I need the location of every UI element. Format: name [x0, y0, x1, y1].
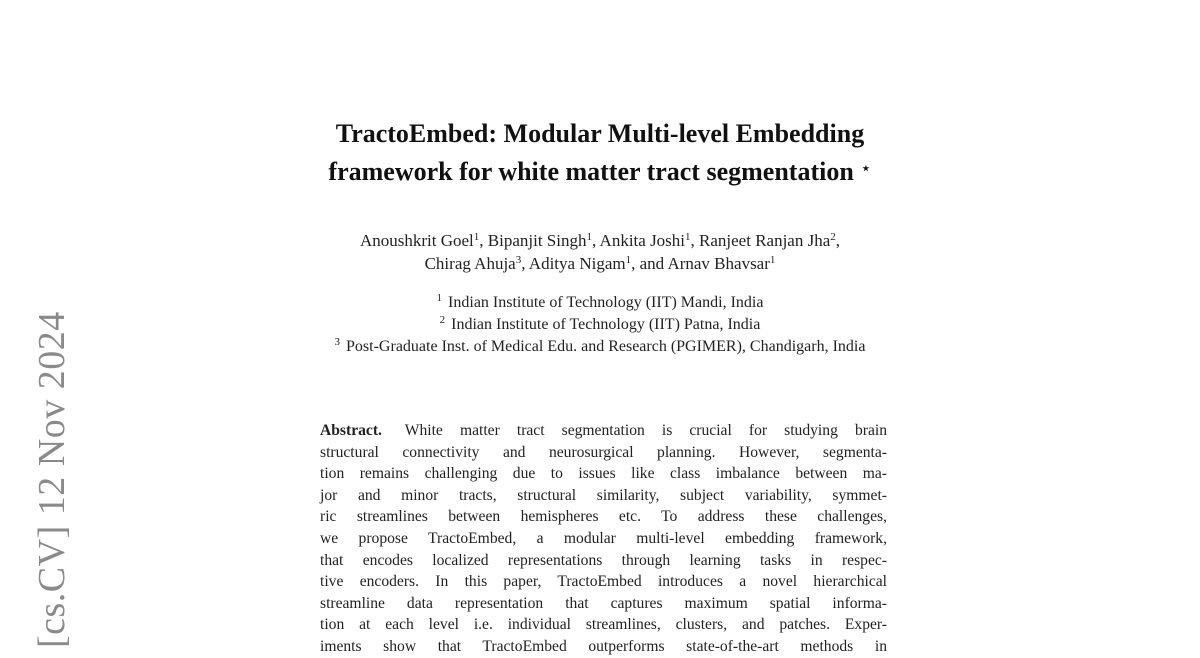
title-line-2	[240, 151, 960, 189]
affiliation-text: Post-Graduate Inst. of Medical Edu. and Research (PGIMER), Chandigarh, India	[346, 338, 866, 355]
abstract-line: structural connectivity and neurosurgical planning. However, segmenta-	[320, 443, 887, 461]
author-name: Ranjeet Ranjan Jha	[699, 231, 831, 250]
author-name: Bipanjit Singh	[487, 231, 587, 250]
author-affiliation-mark: 2	[830, 231, 836, 243]
author-separator: ,	[835, 231, 841, 250]
author	[699, 231, 836, 250]
affiliation	[240, 314, 960, 336]
author-name: Ankita Joshi	[599, 231, 686, 250]
abstract-line: tive encoders. In this paper, TractoEmbed introduces a novel hierarchical	[320, 573, 887, 591]
author	[600, 231, 691, 250]
author-name: Arnav Bhavsar	[667, 254, 770, 273]
author-affiliation-mark: 1	[473, 231, 480, 243]
affiliation	[240, 292, 960, 314]
author-separator: ,	[690, 231, 700, 250]
affiliation-number: 1	[436, 292, 443, 304]
author-separator: , and	[631, 254, 668, 273]
author-name: Anoushkrit Goel	[359, 231, 474, 250]
author-affiliation-mark: 1	[586, 231, 592, 243]
affiliation-text: Indian Institute of Technology (IIT) Mandi, India	[448, 294, 764, 311]
arxiv-stamp-text: [cs.CV] 12 Nov 2024	[31, 311, 73, 648]
author-list	[240, 229, 960, 275]
author-name: Chirag Ahuja	[424, 254, 516, 273]
abstract-line	[320, 420, 887, 442]
affiliation	[240, 336, 960, 358]
author-separator: ,	[521, 254, 529, 273]
affiliation-number: 2	[439, 314, 446, 326]
author-separator: ,	[479, 231, 488, 250]
author	[360, 231, 479, 250]
abstract-line: streamline data representation that captures maximum spatial informa-	[320, 594, 887, 612]
paper-title	[240, 116, 960, 189]
author	[667, 254, 775, 273]
abstract-line: jor and minor tracts, structural similarity, subject variability, symmet-	[320, 486, 887, 504]
affiliation-text: Indian Institute of Technology (IIT) Patna, India	[451, 316, 761, 333]
abstract-line: iments show that TractoEmbed outperforms state-of-the-art methods in	[320, 637, 887, 655]
arxiv-identifier-stamp	[28, 296, 72, 648]
abstract-line: tion remains challenging due to issues like class imbalance between ma-	[320, 465, 887, 483]
author-affiliation-mark: 1	[625, 254, 632, 266]
author-affiliation-mark: 3	[515, 254, 522, 266]
author	[425, 254, 522, 273]
abstract-line: that encodes localized representations through learning tasks in respec-	[320, 551, 887, 569]
author-name: Aditya Nigam	[528, 254, 626, 273]
title-line-1: TractoEmbed: Modular Multi-level Embedding	[335, 119, 865, 148]
author-line-2	[240, 252, 960, 275]
author	[529, 254, 631, 273]
author-separator: ,	[591, 231, 600, 250]
affiliation-number: 3	[334, 336, 341, 348]
title-line-2-text: framework for white matter tract segmentation	[328, 157, 854, 186]
affiliation-list	[240, 292, 960, 358]
abstract-line: we propose TractoEmbed, a modular multi-level embedding framework,	[320, 529, 887, 547]
author-line-1	[240, 229, 960, 252]
abstract-line: ric streamlines between hemispheres etc. To address these challenges,	[320, 508, 887, 526]
abstract-first-line-text: White matter tract segmentation is crucial for studying brain	[404, 422, 887, 439]
abstract-label: Abstract.	[320, 422, 382, 439]
abstract	[320, 420, 887, 658]
title-footnote-mark: ⋆	[860, 158, 872, 178]
author-affiliation-mark: 1	[685, 231, 691, 243]
author	[488, 231, 592, 250]
abstract-line: tion at each level i.e. individual streamlines, clusters, and patches. Exper-	[320, 616, 887, 634]
author-affiliation-mark: 1	[769, 254, 776, 266]
